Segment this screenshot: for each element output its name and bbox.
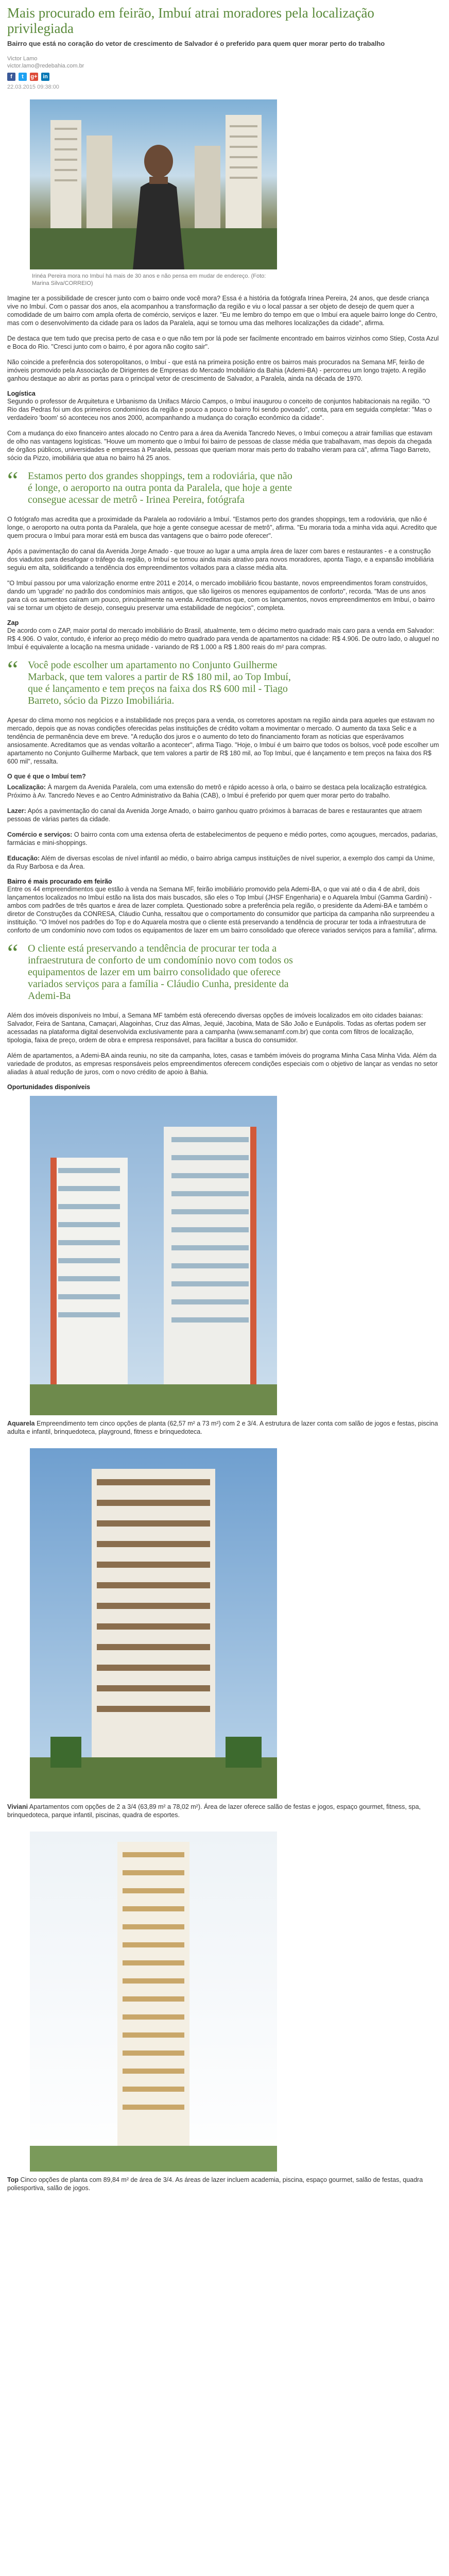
paragraph: Localização: À margem da Avenida Paralela, com uma extensão do metrô e rápido acesso à orla, o bairro se destaca pela localização estratégica. Próximo à Av. Tancredo Neves e ao Centro Administrativo da Bahia (CAB), o Imbuí é preferido por quem quer morar perto do trabalho.	[7, 784, 428, 799]
article-title: Mais procurado em feirão, Imbuí atrai moradores pela localização privilegiada	[7, 5, 374, 36]
lead-photo-illustration	[30, 99, 277, 269]
paragraph: Segundo o professor de Arquitetura e Urbanismo da Unifacs Márcio Campos, o Imbuí inaugurou o conceito de conjuntos habitacionais na região. "O Rio das Pedras foi um dos primeiros condomínios da região e pouco a pouco o bairro foi sendo povoado", conta, para em seguida completar: "Mas o verdadeiro 'boom' só aconteceu nos anos 2000, acompanhando a mudança do coração econômico da cidade".	[7, 398, 432, 421]
paragraph: Com a mudança do eixo financeiro antes alocado no Centro para a área da Avenida Tancredo Neves, o Imbuí começou a atrair famílias que estavam de olho nas vantagens logísticas. "Houve um momento que o Imbuí foi bairro de pessoas de classe média que trabalhavam, mas depois da chegada de órgãos públicos, universidades e empresas à Paralela, pessoas que queriam morar mais perto do trabalho vieram para cá", afirma Tiago Barreto, sócio da Pizzo, imobiliária que atua no bairro há 25 anos.	[7, 430, 433, 462]
pull-quote-text: Você pode escolher um apartamento no Conjunto Guilherme Marback, que tem valores a partir de R$ 180 mil, ao Top Imbuí, que é lançamento e tem preços na faixa dos R$ 600 mil	[28, 659, 291, 694]
lead-photo-image	[30, 99, 277, 269]
building-illustration	[30, 1096, 277, 1415]
author-email[interactable]: victor.lamo@redebahia.com.br	[7, 63, 84, 69]
pull-quote-attribution: - Cláudio Cunha, presidente da Ademi-Ba	[28, 978, 289, 1002]
top-caption: Top Cinco opções de planta com 89,84 m² de área de 3/4. As áreas de lazer incluem academia, piscina, espaço gourmet, salão de festas, quadra poliesportiva, salão de jogos.	[7, 2176, 423, 2192]
google-plus-share-icon[interactable]: g+	[30, 74, 38, 80]
paragraph: Educação: Além de diversas escolas de nível infantil ao médio, o bairro abriga campus instituições de nível superior, a exemplo dos campi da Unime, da Ruy Barbosa e da Área.	[7, 855, 435, 870]
paragraph: Além dos imóveis disponíveis no Imbuí, a Semana MF também está oferecendo diversas opções de imóveis localizados em oito cidades baianas: Salvador, Feira de Santana, Camaçari, Alagoinhas, Cruz das Almas, Jequié, Jacobina, Mata de São João e Eunápolis. Todas as ofertas podem ser acessadas na plataforma digital desenvolvida exclusivamente para a campanha (www.semanamf.com.br) que conta com filtros de localização, tipologia, faixa de preço, ordem de obra e empresa responsável, para facilitar a busca do consumidor.	[7, 1012, 426, 1044]
zap-heading: Zap	[7, 619, 19, 626]
building-illustration	[30, 1832, 277, 2172]
viviani-building-image	[30, 1448, 277, 1799]
paragraph: Após a pavimentação do canal da Avenida Jorge Amado - que trouxe ao lugar a uma ampla área de lazer com bares e restaurantes - e a construção dos viadutos para desafogar o tráfego da região, o Imbuí se tornou ainda mais atrativo para novos moradores, aponta Tiago, e a expansão imobiliária seguiu em alta, solidificando a tendência dos empreendimentos voltados para a classe média alta.	[7, 548, 434, 571]
author-name: Victor Lamo	[7, 56, 38, 62]
qa-heading: O que é que o Imbuí tem?	[7, 773, 86, 780]
article	[7, 5, 440, 2205]
logistica-heading: Logística	[7, 390, 36, 397]
paragraph: Imagine ter a possibilidade de crescer junto com o bairro onde você mora? Essa é a história da fotógrafa Irinea Pereira, 24 anos, que desde criança vive no Imbuí. Com o passar dos anos, ela acompanhou a transformação da região e viu o local passar a ser objeto de desejo de quem quer a comodidade de um bairro com ampla oferta de comércio, serviços e lazer. "Eu me lembro do tempo em que o Imbuí era aquele bairro longe do Centro, mas com o desenvolvimento da cidade para os lados da Paralela, aqui se tornou uma das melhores localizações da cidade", afirma.	[7, 295, 438, 327]
paragraph: O fotógrafo mas acredita que a proximidade da Paralela ao rodoviário a Imbuí. "Estamos perto dos grandes shoppings, tem a rodoviária, que não é longe, o aeroporto na outra ponta da Paralela, que hoje a gente consegue acessar de metrô", afirma. "Eu moraria toda a minha vida aqui. Acredito que quem procura o Imbuí para morar está em busca das vantagens que o bairro pode oferecer".	[7, 516, 437, 539]
viviani-caption: Viviani Apartamentos com opções de 2 a 3/4 (63,89 m² a 78,02 m²). Área de lazer oferece salão de festas e jogos, espaço gourmet, fitness, spa, brinquedoteca, parque infantil, piscinas, quadra de esportes.	[7, 1803, 421, 1819]
lead-photo-caption: Irinéa Pereira mora no Imbuí há mais de 30 anos e não pensa em mudar de endereço. (Foto: Marina Silva/CORREIO)	[32, 273, 266, 286]
paragraph-label: Educação:	[7, 855, 40, 862]
facebook-share-icon[interactable]: f	[7, 73, 15, 81]
pull-quote	[7, 659, 296, 707]
pull-quote-text: Estamos perto dos grandes shoppings, tem a rodoviária, que não é longe, o aeroporto na outra ponta da Paralela, que hoje a gente consegue acessar de metrô	[28, 470, 292, 505]
feirao-heading: Bairro é mais procurado em feirão	[7, 878, 112, 885]
paragraph: De acordo com o ZAP, maior portal do mercado imobiliário do Brasil, atualmente, tem o décimo metro quadrado mais caro para a venda em Salvador: R$ 4.906. O valor, contudo, é inferior ao preço médio do metro quadrado para venda de apartamentos na cidade: R$ 4.906. De outro lado, o aluguel no Imbuí é equivalente a locação na mesma unidade - variando de R$ 1.000 a R$ 1.800 reais do m² para compras.	[7, 627, 439, 651]
twitter-share-icon[interactable]: t	[19, 73, 27, 81]
paragraph: Não coincide a preferência dos soteropolitanos, o Imbuí - que está na primeira posição entre os bairros mais procurados na Semana MF, feirão de imóveis promovido pela Associação de Dirigentes de Empresas do Mercado Imobiliário da Bahia (Ademi-BA) - percorreu um longo trajeto. A região ganhou destaque ao abrir as portas para o principal vetor de crescimento de Salvador, a Paralela, ainda na década de 1970.	[7, 359, 426, 382]
paragraph-label: Localização:	[7, 784, 46, 791]
article-date: 22.03.2015 09:38:00	[7, 84, 59, 90]
building-illustration	[30, 1448, 277, 1799]
paragraph: Apesar do clima morno nos negócios e a instabilidade nos preços para a venda, os corretores apostam na região ainda para aqueles que estavam no mercado, depois que as novas condições oferecidas pelas instituições de crédito voltam a movimentar o mercado. O aumento da taxa Selic e a tendência de permanência deve em breve. "A redução dos juros e o aumento do teto do financiamento foram as notícias que esperávamos ansiosamente. Acreditamos que as vendas voltarão a acontecer", afirma Tiago. "Hoje, o Imbuí é um bairro que todos os bolsos, você pode escolher um apartamento no Conjunto Guilherme Marback, que tem valores a partir de R$ 180 mil, ao Top Imbuí, que é lançamento e tem preços na faixa dos R$ 600 mil", ressalta.	[7, 717, 439, 765]
pull-quote-text: O cliente está preservando a tendência de procurar ter toda a infraestrutura de conforto de um condomínio novo com todos os equipamentos de lazer em um bairro consolidado que oferece variados serviços para a família	[28, 943, 293, 990]
paragraph: Entre os 44 empreendimentos que estão à venda na Semana MF, feirão imobiliário promovido pela Ademi-BA, o que vai até o dia 4 de abril, dois lançamentos localizados no Imbuí estão na lista dos mais buscados, são eles o Top Imbuí (JHSF Engenharia) e o Aquarela Imbuí (Gamma Gardini) - ambos com padrões de três quartos e área de lazer completa. Questionado sobre a preferência pela região, o presidente da Ademi-BA e também o diretor de Construções da CONRESA, Cláudio Cunha, ressaltou que o comportamento do consumidor que participa da campanha não surpreendeu a instituição. "O Imóvel nos padrões do Top e do Aquarela mostra que o cliente está preservando a tendência de procurar ter toda a infraestrutura de conforto de um condomínio novo com todos os equipamentos de lazer em um bairro consolidado que oferece variados serviços para a família", afirma.	[7, 886, 438, 934]
article-lead: Bairro que está no coração do vetor de crescimento de Salvador é o preferido para quem quer morar perto do trabalho	[7, 40, 385, 47]
paragraph: Além de apartamentos, a Ademi-BA ainda reuniu, no site da campanha, lotes, casas e também imóveis do programa Minha Casa Minha Vida. Além da variedade de produtos, as empresas responsáveis pelos empreendimentos oferecem condições especiais com o objetivo de lançar as vendas no setor aliadas à atual redução de juros, com o novo crédito de apoio à Bahia.	[7, 1052, 438, 1076]
pull-quote	[7, 470, 296, 506]
paragraph: Comércio e serviços: O bairro conta com uma extensa oferta de estabelecimentos de pequeno e médio portes, como açougues, mercados, padarias, farmácias e mini-shoppings.	[7, 831, 438, 846]
paragraph-label: Comércio e serviços:	[7, 831, 73, 838]
aquarela-building-image	[30, 1096, 277, 1415]
oportunidades-heading: Oportunidades disponíveis	[7, 1083, 91, 1091]
paragraph: Lazer: Após a pavimentação do canal da Avenida Jorge Amado, o bairro ganhou quatro próximos à barracas de bares e restaurantes que atraem pessoas de várias partes da cidade.	[7, 807, 422, 823]
linkedin-share-icon[interactable]: in	[41, 73, 49, 81]
top-building-image	[30, 1832, 277, 2172]
paragraph-label: Lazer:	[7, 807, 26, 815]
aquarela-caption: Aquarela Empreendimento tem cinco opções de planta (62,57 m² a 73 m²) com 2 e 3/4. A estrutura de lazer conta com salão de jogos e festas, piscina adulta e infantil, brinquedoteca, playground, fitness e brinquedoteca.	[7, 1420, 438, 1435]
lead-photo	[30, 99, 277, 269]
share-bar	[7, 73, 440, 81]
pull-quote-attribution: - Tiago Barreto, sócio da Pizzo Imobiliária.	[28, 683, 288, 706]
paragraph: "O Imbuí passou por uma valorização enorme entre 2011 e 2014, o mercado imobiliário ficou bastante, novos empreendimentos foram construídos, dando um 'upgrade' no padrão dos condomínios mais antigos, que são ligeiros os menores equipamentos de conforto", recorda. "Mas de uns anos para cá os aumentos caíram um pouco, principalmente na venda. Acreditamos que, com os lançamentos, novos empreendimentos em Imbuí, o bairro vai se tornar um objeto de desejo, conseguiu preservar uma estabilidade de negócios", completa.	[7, 580, 435, 612]
pull-quote-attribution: - Irinea Pereira, fotógrafa	[137, 494, 245, 505]
pull-quote	[7, 943, 296, 1002]
paragraph: De destaca que tem tudo que precisa perto de casa e o que não tem por lá pode ser facilmente encontrado em bairros vizinhos como Stiep, Costa Azul e Boca do Rio. "Cresci junto com o bairro, é por agora não cogito sair".	[7, 335, 439, 350]
